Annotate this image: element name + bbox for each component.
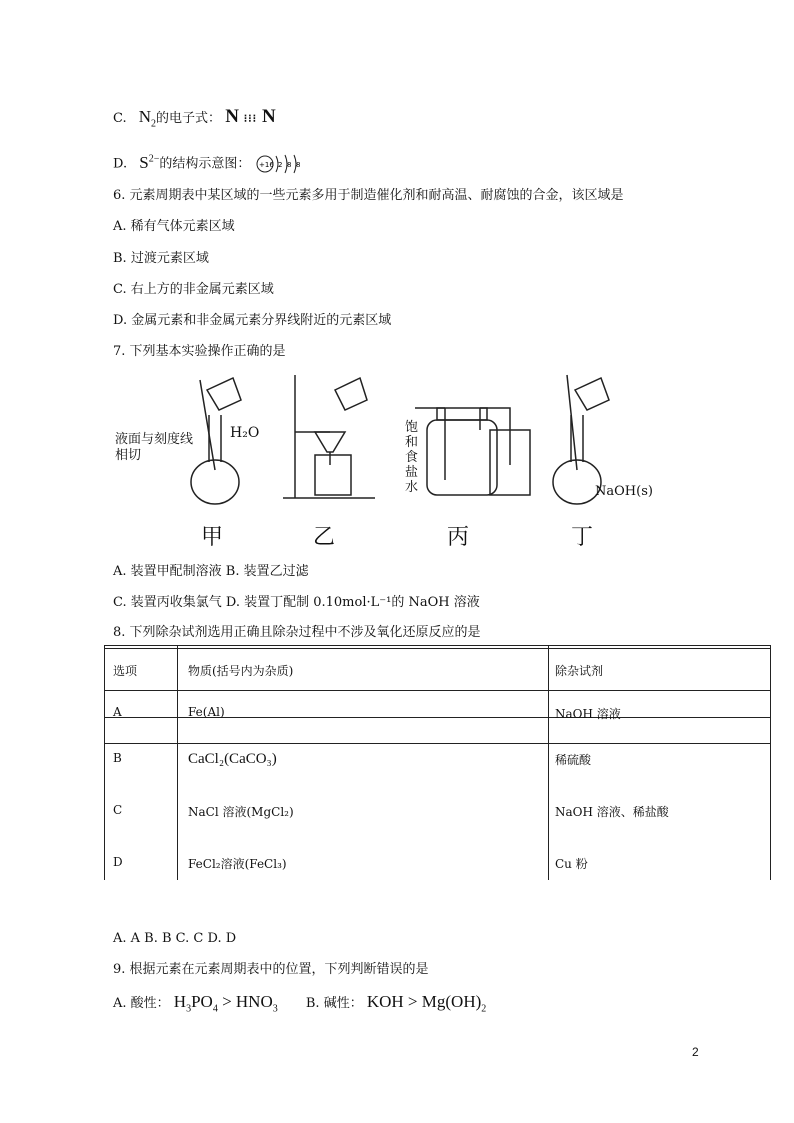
q7-apparatus-figure (115, 370, 675, 550)
q7-stem: 7. 下列基本实验操作正确的是 (113, 344, 286, 359)
option-label: C. (113, 111, 127, 126)
q5-option-c (113, 108, 276, 133)
n2-formula: $N_2$ (138, 107, 157, 130)
basicity-comparison: KOH > $Mg(OH)_2$ (366, 992, 487, 1015)
caption-jia: 甲 (201, 525, 224, 550)
q9-option-b-label: B. 碱性： (305, 996, 363, 1011)
svg-text:2: 2 (277, 161, 282, 170)
n2-electron-formula: N ⁝⁝⁝ N (225, 106, 276, 127)
cell-substance: Fe(Al) (188, 705, 225, 719)
header-reagent: 除杂试剂 (555, 664, 604, 678)
option-label: D. (113, 156, 128, 172)
q6-option-a: A. 稀有气体元素区域 (113, 219, 235, 234)
cell-substance: FeCl₂溶液(FeCl₃) (188, 857, 287, 871)
apparatus-bing (415, 408, 530, 495)
q8-stem: 8. 下列除杂试剂选用正确且除杂过程中不涉及氧化还原反应的是 (113, 625, 481, 640)
cell-substance: CaCl₂(CaCO₃) (188, 751, 277, 767)
q9-options (113, 993, 486, 1018)
cell-reagent: NaOH 溶液 (555, 707, 621, 721)
cell-reagent: 稀硫酸 (555, 753, 592, 767)
cell-reagent: Cu 粉 (555, 857, 588, 871)
svg-text:+16: +16 (258, 161, 274, 170)
q9-stem: 9. 根据元素在元素周期表中的位置，下列判断错误的是 (113, 962, 429, 977)
apparatus-yi (283, 375, 375, 498)
q6-option-b: B. 过渡元素区域 (113, 251, 209, 266)
acidity-comparison: $H_3PO_4 > HNO_3$ (173, 992, 278, 1015)
cell-opt: A (113, 705, 122, 719)
q7-options-line2: C. 装置丙收集氯气 D. 装置丁配制 0.10mol·L⁻¹的 NaOH 溶液 (113, 595, 480, 610)
label-h2o: H₂O (230, 425, 260, 441)
header-substance: 物质(括号内为杂质) (188, 664, 294, 678)
svg-text:8: 8 (286, 161, 291, 170)
apparatus-drawings (115, 370, 675, 510)
q5-option-d (113, 150, 305, 175)
s2-structure-diagram-icon (255, 153, 305, 175)
caption-yi: 乙 (313, 525, 336, 550)
q6-option-c: C. 右上方的非金属元素区域 (113, 282, 274, 297)
s2-ion: $S^{2-}$ (139, 152, 160, 172)
q9-option-a-label: A. 酸性： (113, 996, 170, 1011)
label-naoh-solid: NaOH(s) (595, 484, 653, 499)
label-meniscus: 液面与刻度线相切 (115, 432, 194, 463)
page-number: 2 (692, 1045, 699, 1059)
cell-opt: B (113, 751, 122, 765)
header-option: 选项 (113, 664, 138, 678)
apparatus-jia (191, 378, 241, 504)
q6-option-d: D. 金属元素和非金属元素分界线附近的元素区域 (113, 313, 392, 328)
caption-bing: 丙 (447, 525, 470, 550)
cell-opt: C (113, 803, 123, 817)
option-text: 的电子式： (156, 111, 222, 126)
cell-substance: NaCl 溶液(MgCl₂) (188, 805, 294, 819)
caption-ding: 丁 (571, 525, 594, 550)
q7-options-line1: A. 装置甲配制溶液 B. 装置乙过滤 (113, 564, 309, 579)
option-text: 的结构示意图： (159, 156, 251, 172)
q6-stem: 6. 元素周期表中某区域的一些元素多用于制造催化剂和耐高温、耐腐蚀的合金，该区域是 (113, 188, 624, 203)
cell-reagent: NaOH 溶液、稀盐酸 (555, 805, 669, 819)
cell-opt: D (113, 855, 123, 869)
label-saturated-brine: 饱和食盐水 (405, 420, 419, 495)
q8-answers: A. A B. B C. C D. D (113, 931, 237, 946)
svg-text:8: 8 (295, 161, 300, 170)
